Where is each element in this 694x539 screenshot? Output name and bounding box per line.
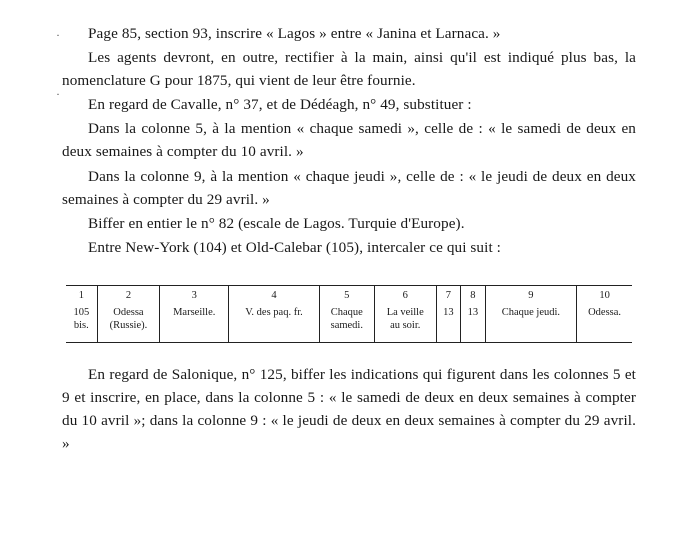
table-cell-line: Odessa. bbox=[588, 307, 622, 319]
table-cell-line: V. des paq. fr. bbox=[245, 307, 303, 319]
table-cell-line: 13 bbox=[443, 307, 454, 319]
table-cell-line: Odessa bbox=[113, 307, 144, 319]
paragraph-4: Dans la colonne 5, à la mention « chaque samedi », celle de : « le samedi de deux en deux semaines à compter du 10 avril. » bbox=[62, 120, 636, 161]
schedule-table bbox=[66, 285, 632, 343]
table-header-cell: 10 bbox=[577, 285, 632, 304]
margin-mark-1: · bbox=[56, 28, 60, 42]
margin-mark-2: · bbox=[56, 87, 60, 101]
table-cell bbox=[97, 304, 160, 343]
table-row bbox=[66, 304, 632, 343]
table-cell bbox=[436, 304, 461, 343]
table-header-cell: 1 bbox=[66, 285, 97, 304]
table-cell-line: 13 bbox=[467, 307, 479, 319]
table-cell bbox=[485, 304, 577, 343]
table-cell-line: Chaque jeudi. bbox=[501, 307, 561, 319]
table-header-cell: 2 bbox=[97, 285, 160, 304]
table-cell-line: La veille bbox=[386, 307, 424, 319]
table-cell bbox=[66, 304, 97, 343]
table-header-cell: 4 bbox=[229, 285, 319, 304]
table-header-cell: 8 bbox=[461, 285, 486, 304]
table-cell bbox=[229, 304, 319, 343]
paragraph-6: Biffer en entier le n° 82 (escale de Lagos. Turquie d'Europe). bbox=[88, 214, 465, 232]
paragraph-1: Page 85, section 93, inscrire « Lagos » entre « Janina et Larnaca. » bbox=[88, 25, 501, 42]
table-cell-line: (Russie). bbox=[109, 320, 148, 332]
table-cell bbox=[374, 304, 436, 343]
table-cell-line: 105 bbox=[73, 307, 90, 319]
table-cell bbox=[160, 304, 229, 343]
table-cell-line: au soir. bbox=[390, 320, 421, 332]
table-cell-line: bis. bbox=[73, 320, 89, 332]
schedule-table-wrapper bbox=[62, 285, 636, 343]
table-header-cell: 6 bbox=[374, 285, 436, 304]
closing-paragraph: En regard de Salonique, n° 125, biffer les indications qui figurent dans les colonnes 5 et 9 et inscrire, en place, dans la colonne 5 : « le samedi de deux en deux semaines à compter du 10 avril »; dans la colonne 9 : « le jeudi de deux en deux semaines à compter du 29 avril. » bbox=[62, 366, 636, 453]
table-cell-line: Marseille. bbox=[173, 307, 216, 319]
table-cell bbox=[577, 304, 632, 343]
paragraph-2: Les agents devront, en outre, rectifier à la main, ainsi qu'il est indiqué plus bas, la nomenclature G pour 1875, qui vient de leur être fournie. bbox=[62, 49, 636, 90]
table-cell-line: Chaque bbox=[330, 307, 363, 319]
table-cell bbox=[461, 304, 486, 343]
table-header-cell: 7 bbox=[436, 285, 461, 304]
table-header-cell: 3 bbox=[160, 285, 229, 304]
table-header-cell: 9 bbox=[485, 285, 577, 304]
table-header-row bbox=[66, 285, 632, 304]
table-cell bbox=[319, 304, 374, 343]
paragraph-5: Dans la colonne 9, à la mention « chaque jeudi », celle de : « le jeudi de deux en deux semaines à compter du 29 avril. » bbox=[62, 167, 636, 208]
table-cell-line: samedi. bbox=[330, 320, 363, 332]
table-header-cell: 5 bbox=[319, 285, 374, 304]
paragraph-7: Entre New-York (104) et Old-Calebar (105), intercaler ce qui suit : bbox=[88, 238, 501, 256]
paragraph-3: En regard de Cavalle, n° 37, et de Dédéagh, n° 49, substituer : bbox=[88, 96, 472, 114]
